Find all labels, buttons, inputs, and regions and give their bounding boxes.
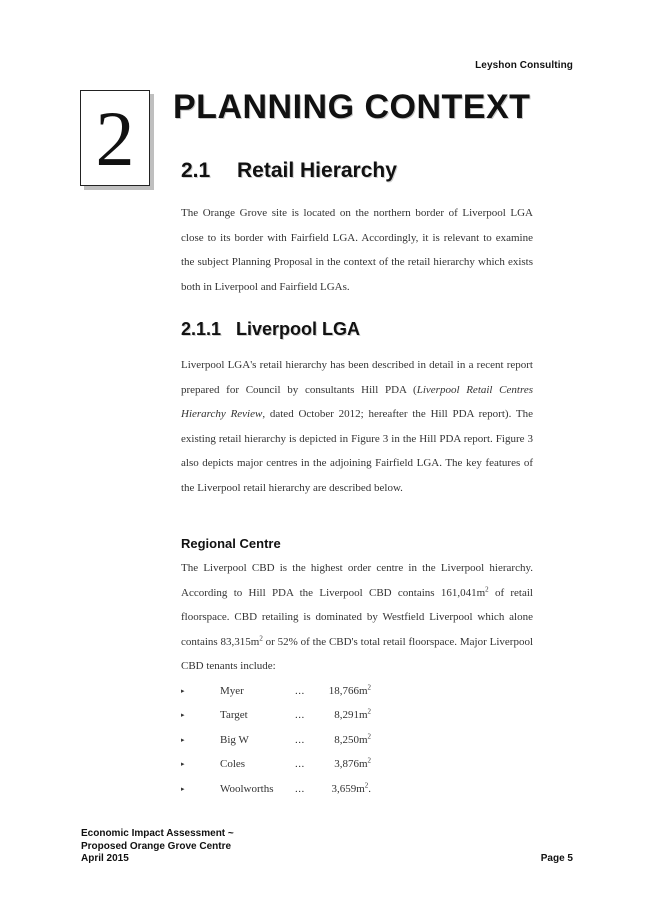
tenant-area: $8,250m^2$ — [334, 732, 371, 746]
regional-centre-heading: Regional Centre — [181, 536, 281, 551]
chapter-number-box — [80, 90, 150, 186]
section-number: 2.1 — [181, 159, 211, 182]
bullet-arrow-icon: ▸ — [181, 760, 185, 769]
leader-dots: ... — [295, 733, 305, 746]
superscript: 2 — [259, 633, 263, 642]
report-title: Liverpool Retail Centres Hierarchy Review — [181, 383, 533, 420]
paragraph-text: , dated October 2012; hereafter the Hill PDA report). The existing retail hierarchy is depicted in Figure 3 in the Hill PDA report. Figure 3 also depicts major centres in the adjoining Fairfield LGA. The key features of the Liverpool retail hierarchy are described below. — [181, 408, 533, 494]
tenant-name: Myer — [220, 685, 244, 697]
section-intro-paragraph: The Orange Grove site is located on the northern border of Liverpool LGA close to its border with Fairfield LGA. Accordingly, it is relevant to examine the subject Planning Proposal in the context of the retail hierarchy which exists both in Liverpool and Fairfield LGAs. — [181, 207, 533, 293]
tenant-name: Target — [220, 709, 248, 722]
leader-dots: ... — [295, 685, 305, 697]
regional-centre-paragraph — [181, 556, 533, 679]
section-title: Retail Hierarchy — [237, 159, 397, 182]
paragraph-text: Liverpool LGA's retail hierarchy has been described in detail in a recent report prepared for Council by consultants Hill PDA ( — [181, 359, 533, 396]
paragraph-text: of retail floorspace. CBD retailing is dominated by Westfield Liverpool which alone contains 83,315m — [181, 586, 533, 648]
footer-document-info — [81, 828, 234, 866]
footer-line: April 2015 — [81, 853, 129, 864]
leader-dots: ... — [295, 709, 305, 722]
leader-dots: ... — [295, 758, 305, 771]
tenant-area: $3,659m^2$. — [331, 780, 371, 795]
tenant-name: Coles — [220, 758, 246, 771]
bullet-arrow-icon: ▸ — [181, 711, 185, 720]
paragraph-text: or 52% of the CBD's total retail floorspace. Major Liverpool CBD tenants include: — [181, 635, 533, 672]
chapter-title: PLANNING CONTEXT — [173, 88, 531, 126]
footer-line: Economic Impact Assessment ~ — [81, 828, 234, 839]
liverpool-lga-paragraph — [181, 353, 533, 500]
section-heading — [181, 160, 397, 181]
page-number: Page 5 — [540, 853, 573, 864]
bullet-arrow-icon: ▸ — [181, 735, 185, 744]
subsection-heading — [181, 320, 360, 338]
tenant-area: $8,291m^2$ — [334, 707, 371, 722]
header-organisation: Leyshon Consulting — [475, 60, 573, 71]
superscript: 2 — [485, 584, 489, 593]
tenant-area: $3,876m^2$ — [334, 756, 371, 771]
subsection-number: 2.1.1 — [181, 319, 222, 339]
tenant-name: Woolworths — [220, 782, 274, 795]
paragraph-text: The Liverpool CBD is the highest order centre in the Liverpool hierarchy. According to Hill PDA the Liverpool CBD contains 161,041m — [181, 562, 533, 599]
leader-dots: ... — [295, 782, 305, 795]
bullet-arrow-icon: ▸ — [181, 784, 185, 793]
subsection-title: Liverpool LGA — [236, 319, 361, 339]
tenant-name: Big W — [220, 733, 249, 746]
footer-line: Proposed Orange Grove Centre — [81, 840, 232, 852]
chapter-number: 2 — [95, 95, 135, 182]
tenant-area: $18,766m^2$ — [328, 683, 371, 697]
bullet-arrow-icon: ▸ — [181, 687, 185, 695]
